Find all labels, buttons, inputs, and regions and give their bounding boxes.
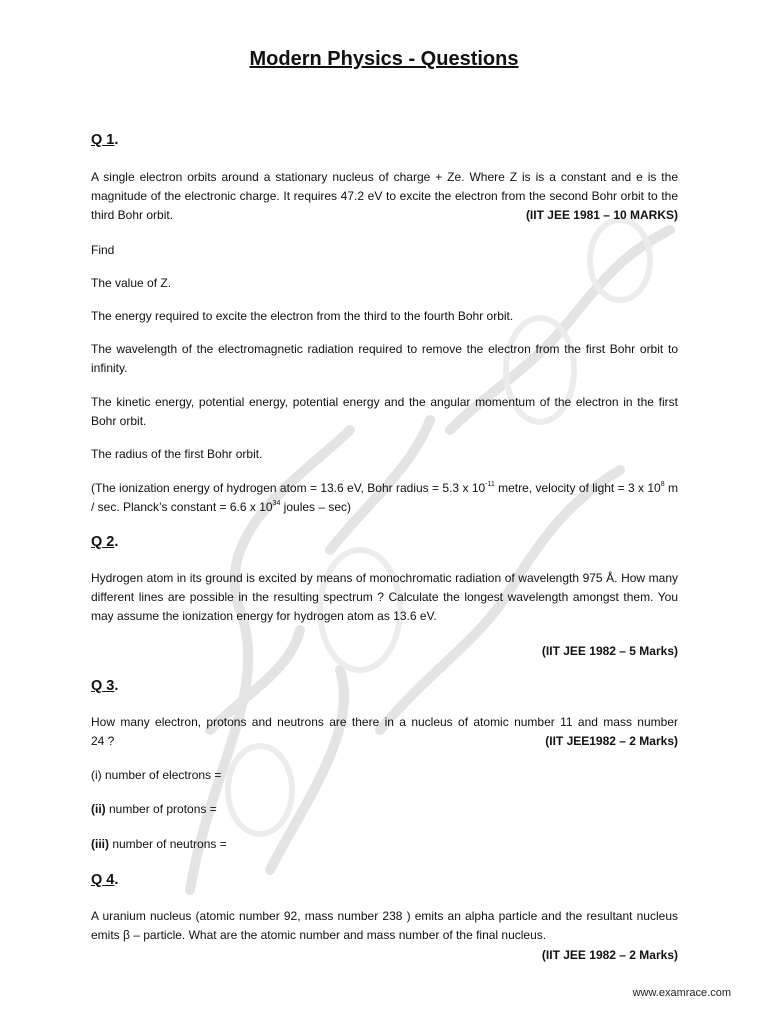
- q2-heading: [91, 533, 678, 552]
- q3-item-2-prefix: (ii): [91, 802, 106, 816]
- q1-given-part-1: (The ionization energy of hydrogen atom = 13.6 eV, Bohr radius = 5.3 x 10: [91, 481, 486, 495]
- q1-given-exp-3: 34: [272, 500, 281, 507]
- q1-given-part-2: metre, velocity of light = 3 x 10: [494, 481, 661, 495]
- q1-body: A single electron orbits around a stationary nucleus of charge + Ze. Where Z is is a constant and e is the magnitude of the electronic charge. It requires 47.2 eV to excite the electron from the second Bohr orbit to the third Bohr orbit.: [91, 170, 678, 222]
- q2-dot: .: [114, 534, 119, 550]
- q1-given-exp-2: 8: [660, 481, 665, 488]
- q4-reference: (IIT JEE 1982 – 2 Marks): [541, 948, 678, 962]
- q3-dot: .: [114, 678, 119, 694]
- q2-text: Hydrogen atom in its ground is excited by means of monochromatic radiation of wavelength 975 Å. How many different lines are possible in the resulting spectrum ? Calculate the longest wavelength amongst them. You may assume the ionization energy for hydrogen atom as 13.6 eV.: [91, 571, 678, 623]
- q3-text-line-2: [91, 732, 678, 751]
- q3-text: [91, 713, 678, 751]
- q3-item-1-prefix: (i): [91, 768, 102, 782]
- q1-item-2: The energy required to excite the electron from the third to the fourth Bohr orbit.: [91, 309, 514, 323]
- q1-label: Q 1: [91, 132, 115, 148]
- q1-item-1: The value of Z.: [91, 276, 172, 290]
- q1-dot: .: [114, 132, 119, 148]
- q3-item-3-prefix: (iii): [91, 837, 109, 851]
- q1-given-constants: [91, 479, 678, 517]
- q1-heading: [91, 131, 678, 150]
- q3-text-line-2-body: 24 ?: [91, 734, 115, 748]
- q3-item-3-text: number of neutrons =: [109, 837, 227, 851]
- q4-heading: [91, 871, 678, 890]
- q1-find: Find: [91, 243, 115, 257]
- q1-given-part-4: joules – sec): [280, 500, 352, 514]
- q1-item-3: The wavelength of the electromagnetic radiation required to remove the electron from the first Bohr orbit to infinity.: [91, 342, 678, 375]
- q3-heading: [91, 677, 678, 696]
- q1-item-4: The kinetic energy, potential energy, potential energy and the angular momentum of the electron in the first Bohr orbit.: [91, 395, 678, 428]
- q1-given-exp-1: -11: [485, 481, 495, 488]
- q1-reference: (IIT JEE 1981 – 10 MARKS): [525, 208, 678, 222]
- q3-item-2: [91, 800, 678, 819]
- q1-item-5: The radius of the first Bohr orbit.: [91, 447, 263, 461]
- q4-dot: .: [114, 872, 119, 888]
- q3-item-1-text: number of electrons =: [101, 768, 222, 782]
- q1-text: [91, 168, 678, 225]
- q2-label: Q 2: [91, 534, 115, 550]
- q1-given-part-3: m / sec. Planck’s constant = 6.6 x 10: [91, 481, 678, 514]
- q3-item-2-text: number of protons =: [105, 802, 217, 816]
- q2-reference: (IIT JEE 1982 – 5 Marks): [541, 644, 678, 658]
- q3-label: Q 3: [91, 678, 115, 694]
- q3-item-1: [91, 766, 678, 785]
- footer-website: www.examrace.com: [632, 987, 731, 999]
- q4-label: Q 4: [91, 872, 115, 888]
- q4-text: A uranium nucleus (atomic number 92, mass number 238 ) emits an alpha particle and the resultant nucleus emits β – particle. What are the atomic number and mass number of the final nucleus.: [91, 909, 678, 942]
- q3-reference: (IIT JEE1982 – 2 Marks): [545, 734, 678, 748]
- q3-text-line-1: How many electron, protons and neutrons are there in a nucleus of atomic number 11 and mass number: [91, 715, 678, 729]
- q3-item-3: [91, 835, 678, 854]
- page-title: Modern Physics - Questions: [249, 48, 519, 70]
